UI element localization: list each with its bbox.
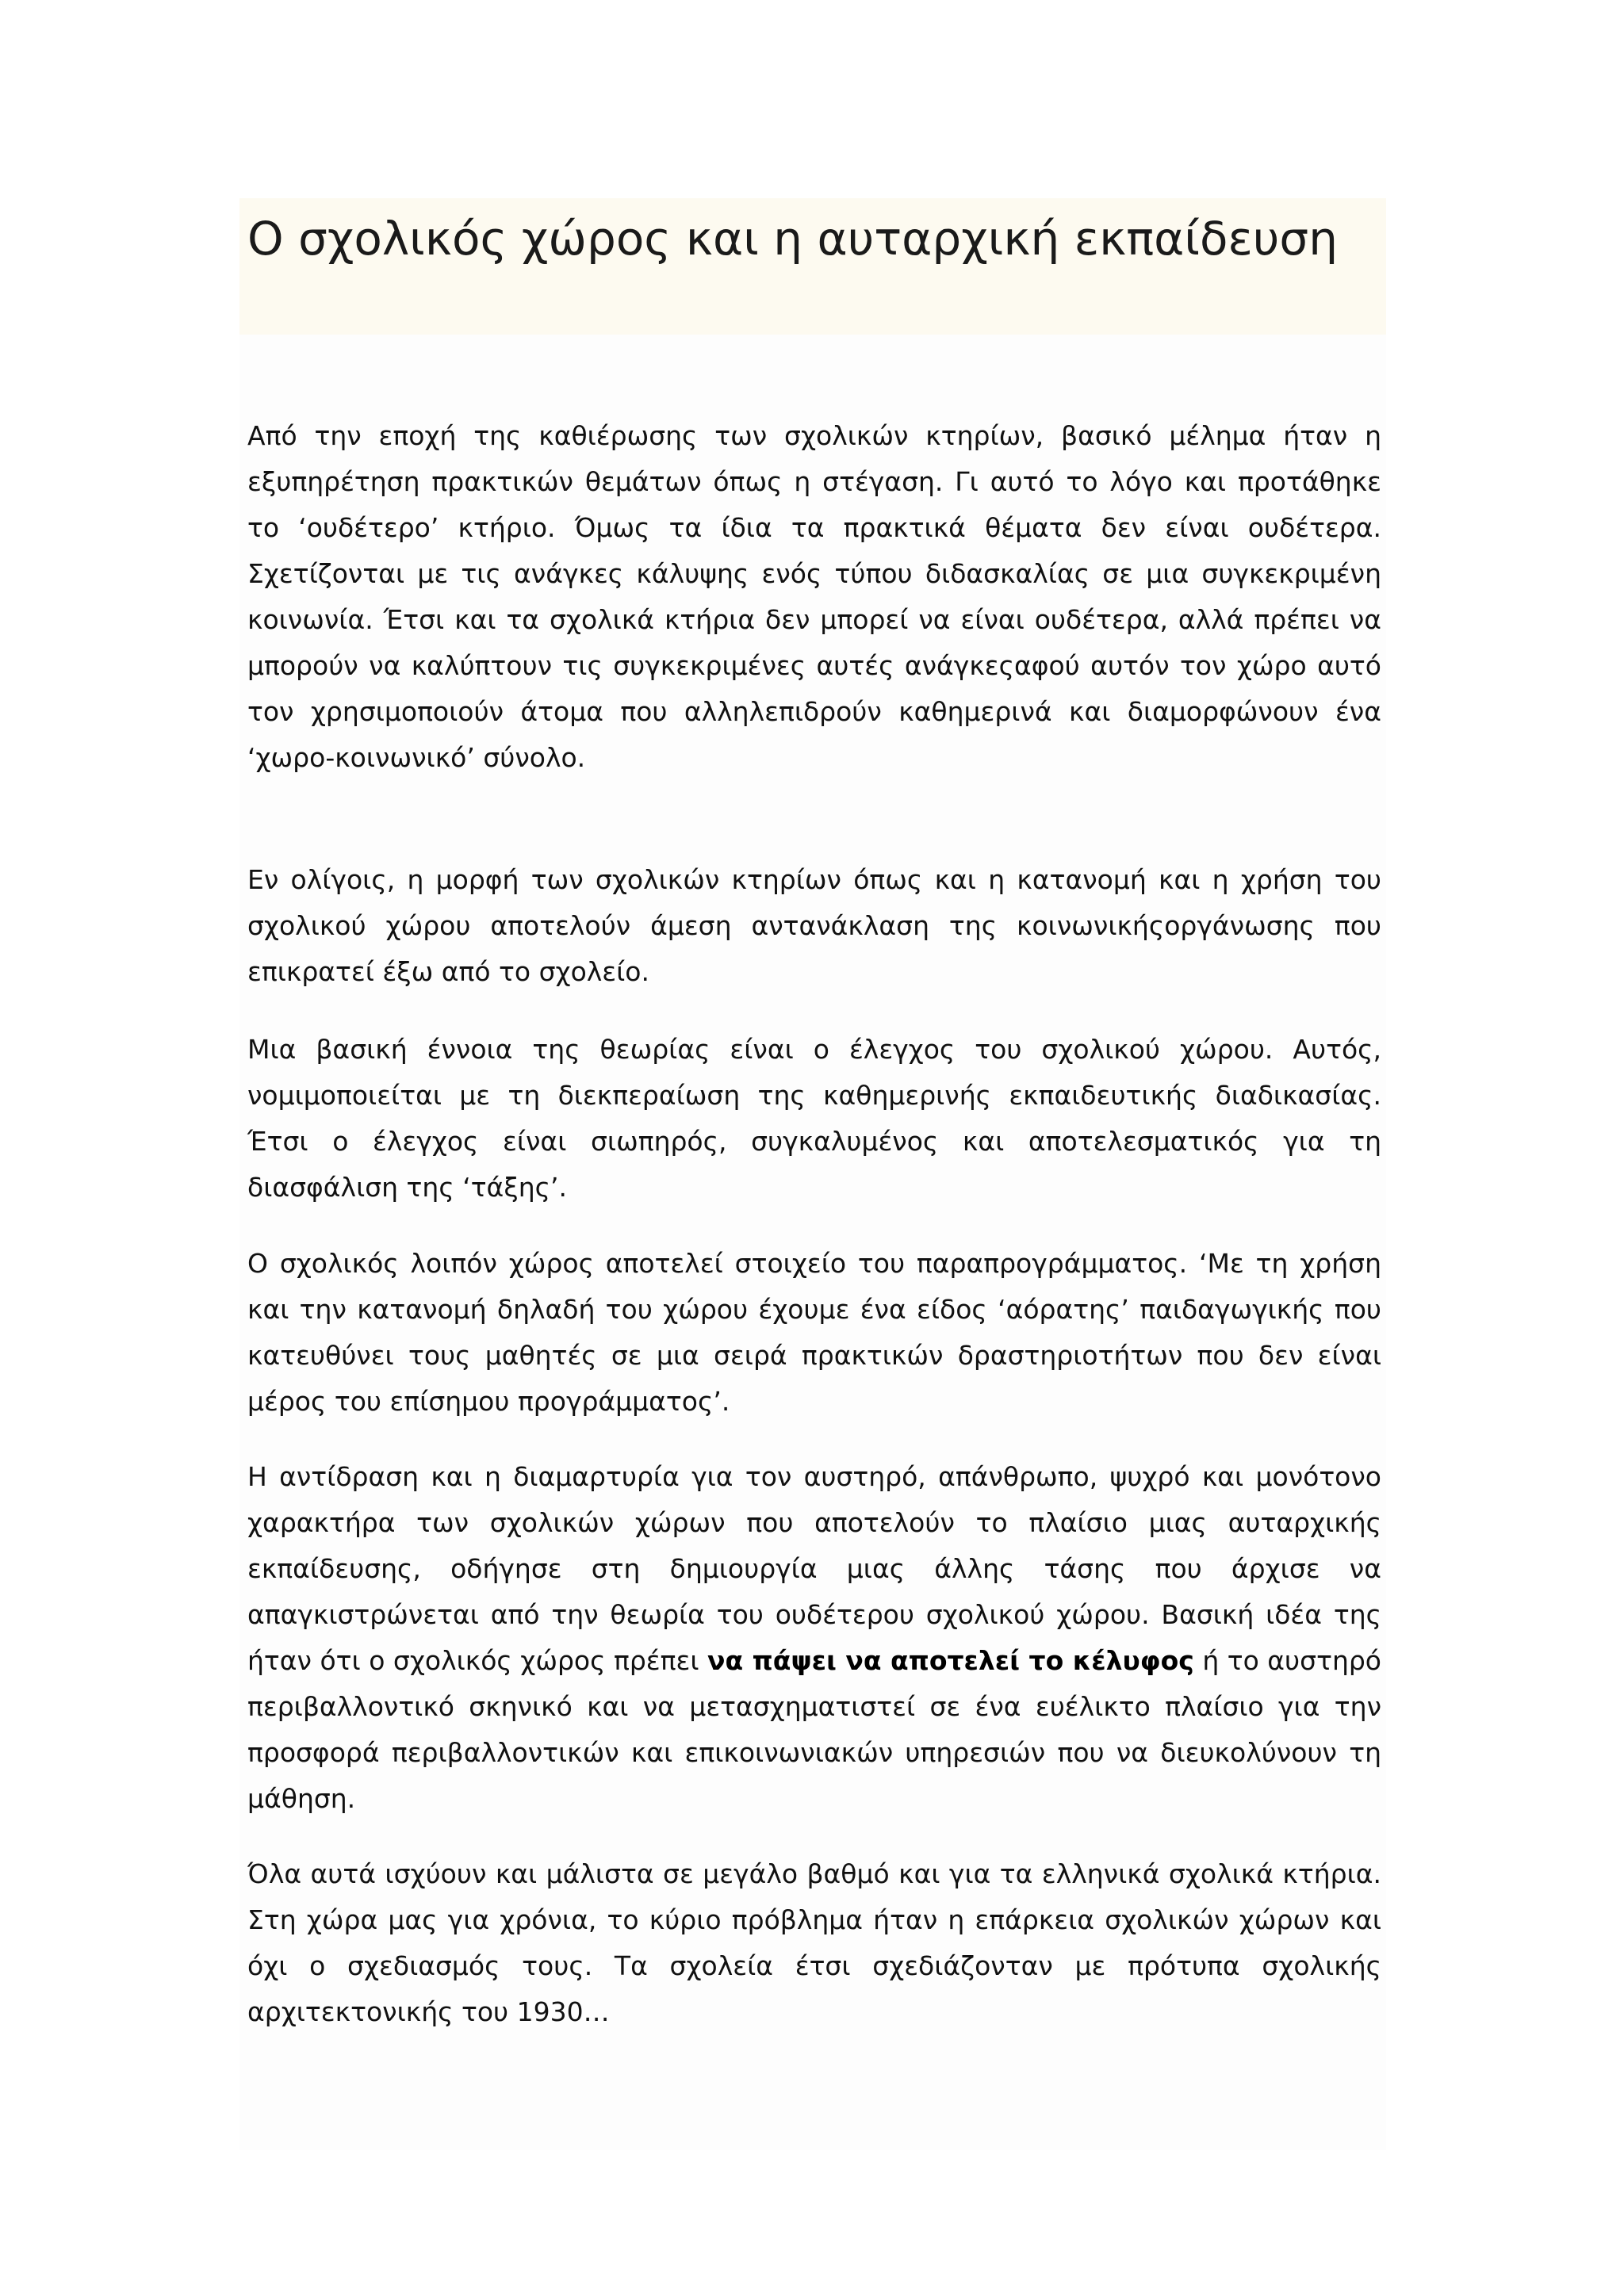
paragraph-3: Μια βασική έννοια της θεωρίας είναι ο έλεγχος του σχολικού χώρου. Αυτός, νομιμοποιείται με τη διεκπεραίωση της καθημερινής εκπαιδευτικής διαδικασίας. Έτσι ο έλεγχος είναι σιωπηρός, συγκαλυμένος και αποτελεσματικός για τη διασφάλιση της ‘τάξης’. <box>247 1034 1381 1203</box>
paragraph-1: Από την εποχή της καθιέρωσης των σχολικών κτηρίων, βασικό μέλημα ήταν η εξυπηρέτηση πρακτικών θεμάτων όπως η στέγαση. Γι αυτό το λόγο και προτάθηκε το ‘ουδέτερο’ κτήριο. Όμως τα ίδια τα πρακτικά θέματα δεν είναι ουδέτερα. Σχετίζονται με τις ανάγκες κάλυψης ενός τύπου διδασκαλίας σε μια συγκεκριμένη κοινωνία. Έτσι και τα σχολικά κτήρια δεν μπορεί να είναι ουδέτερα, αλλά πρέπει να μπορούν να καλύπτουν τις συγκεκριμένες αυτές ανάγκεςαφού αυτόν τον χώρο αυτό τον χρησιμοποιούν άτομα που αλληλεπιδρούν καθημερινά και διαμορφώνουν ένα ‘χωρο-κοινωνικό’ σύνολο. <box>247 420 1381 773</box>
paragraph-5-text-after: ή το αυστηρό περιβαλλοντικό σκηνικό και να μετασχηματιστεί σε ένα ευέλικτο πλαίσιο για την προσφορά περιβαλλοντικών και επικοινωνιακών υπηρεσιών που να διευκολύνουν τη μάθηση. <box>247 1645 1381 1814</box>
title-banner <box>239 198 1386 335</box>
paragraph-5-text-before: Η αντίδραση και η διαμαρτυρία για τον αυστηρό, απάνθρωπο, ψυχρό και μονότονο χαρακτήρα των σχολικών χώρων που αποτελούν το πλαίσιο μιας αυταρχικής εκπαίδευσης, οδήγησε στη δημιουργία μιας άλλης τάσης που άρχισε να απαγκιστρώνεται από την θεωρία του ουδέτερου σχολικού χώρου. Βασική ιδέα της ήταν ότι ο σχολικός χώρος πρέπει <box>247 1461 1381 1676</box>
paragraph-5 <box>247 1454 1381 1822</box>
paragraph-6: Όλα αυτά ισχύουν και μάλιστα σε μεγάλο βαθμό και για τα ελληνικά σχολικά κτήρια. Στη χώρα μας για χρόνια, το κύριο πρόβλημα ήταν η επάρκεια σχολικών χώρων και όχι ο σχεδιασμός τους. Τα σχολεία έτσι σχεδιάζονταν με πρότυπα σχολικής αρχιτεκτονικής του 1930… <box>247 1858 1381 2027</box>
paragraph-4: Ο σχολικός λοιπόν χώρος αποτελεί στοιχείο του παραπρογράμματος. ‘Με τη χρήση και την κατανομή δηλαδή του χώρου έχουμε ένα είδος ‘αόρατης’ παιδαγωγικής που κατευθύνει τους μαθητές σε μια σειρά πρακτικών δραστηριοτήτων που δεν είναι μέρος του επίσημου προγράμματος’. <box>247 1248 1381 1417</box>
paragraph-2: Εν ολίγοις, η μορφή των σχολικών κτηρίων όπως και η κατανομή και η χρήση του σχολικού χώρου αποτελούν άμεση αντανάκλαση της κοινωνικήςοργάνωσης που επικρατεί έξω από το σχολείο. <box>247 864 1381 987</box>
document-title: Ο σχολικός χώρος και η αυταρχική εκπαίδευση <box>247 212 1338 266</box>
paragraph-5-bold-phrase: να πάψει να αποτελεί το κέλυφος <box>707 1645 1194 1676</box>
